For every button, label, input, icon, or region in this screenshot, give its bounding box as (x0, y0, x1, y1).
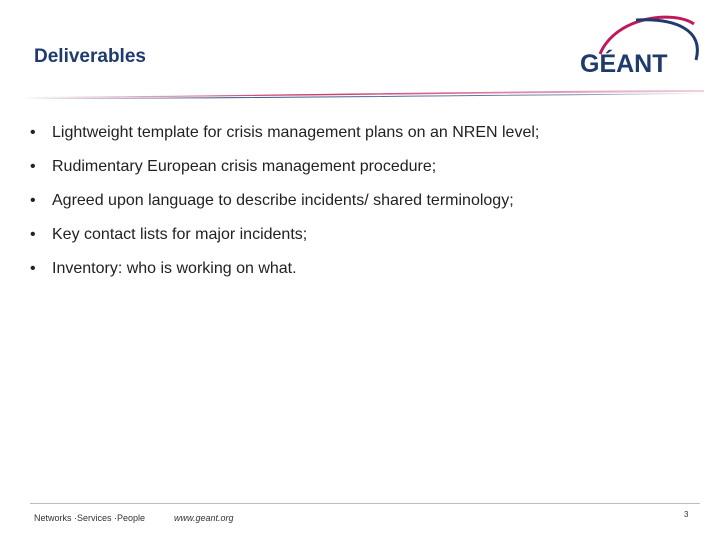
bullet-text: Agreed upon language to describe incidents/ shared terminology; (52, 192, 514, 209)
bullet-item (30, 252, 539, 286)
bullet-dot: • (30, 158, 36, 175)
bullet-item (30, 150, 539, 184)
bullet-text: Lightweight template for crisis management plans on an NREN level; (52, 124, 540, 141)
bullet-dot: • (30, 192, 36, 209)
bullet-item (30, 116, 539, 150)
bullet-text: Key contact lists for major incidents; (52, 226, 308, 243)
bullet-text: Inventory: who is working on what. (52, 260, 297, 277)
bullet-dot: • (30, 226, 36, 243)
header-divider (20, 88, 704, 100)
bullet-item (30, 184, 539, 218)
footer-url[interactable]: www.geant.org (174, 513, 234, 523)
logo-wordmark: GÉANT (580, 50, 668, 78)
bullet-dot: • (30, 124, 36, 141)
logo-swoosh-red (600, 17, 694, 54)
bullet-dot: • (30, 260, 36, 277)
bullet-text: Rudimentary European crisis management procedure; (52, 158, 437, 175)
geant-logo (576, 14, 706, 78)
footer-divider (30, 503, 700, 504)
bullet-list (30, 116, 539, 286)
slide-title: Deliverables (34, 46, 146, 67)
bullet-item (30, 218, 539, 252)
footer-tagline: Networks ·Services ·People (34, 513, 146, 523)
page-number: 3 (684, 510, 689, 519)
